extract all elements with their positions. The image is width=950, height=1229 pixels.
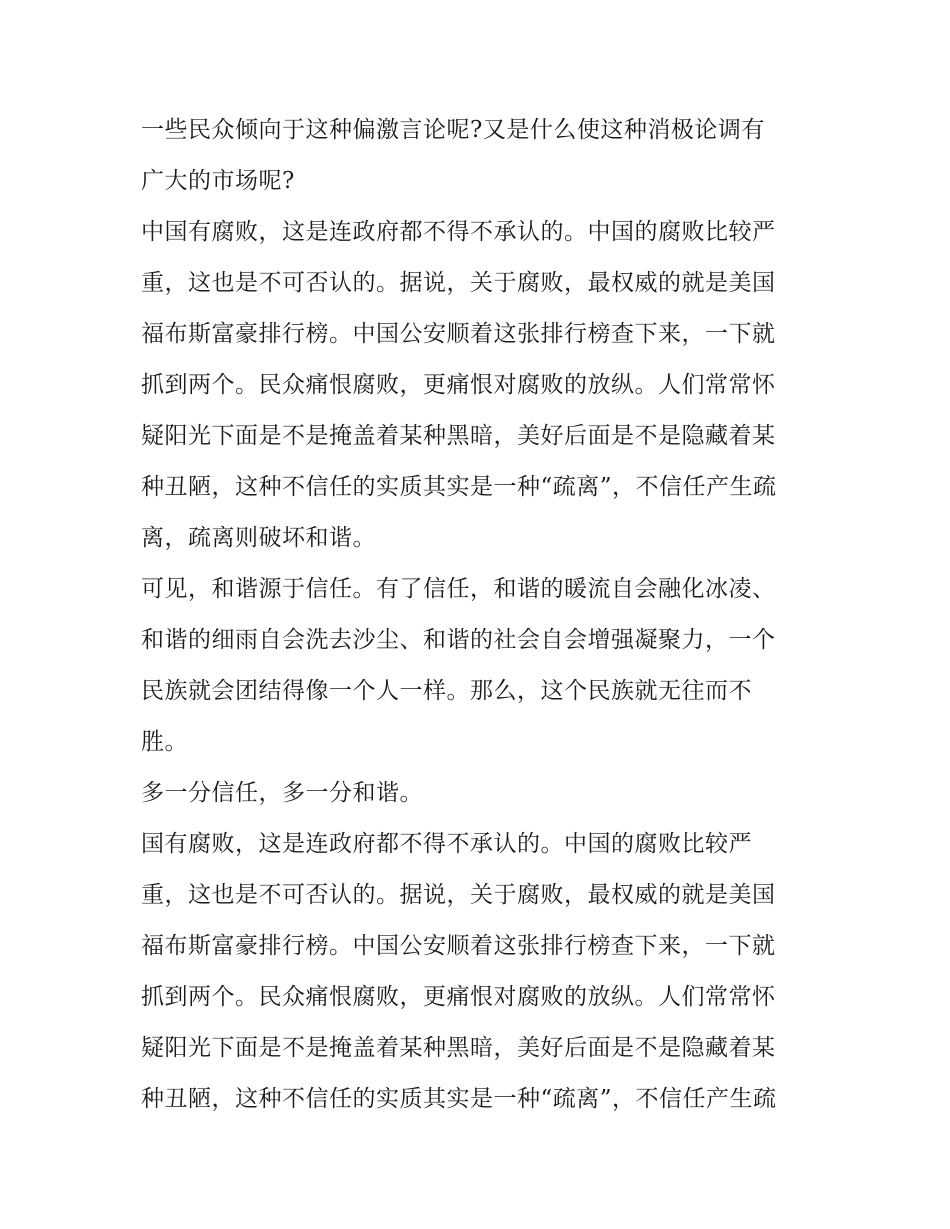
text-line: 种丑陋，这种不信任的实质其实是一种“疏离”，不信任产生疏 bbox=[141, 1086, 777, 1112]
text-line: 抓到两个。民众痛恨腐败，更痛恨对腐败的放纵。人们常常怀 bbox=[141, 372, 776, 398]
text-line: 多一分信任，多一分和谐。 bbox=[141, 780, 423, 806]
text-line: 胜。 bbox=[141, 729, 188, 755]
text-line: 可见，和谐源于信任。有了信任，和谐的暖流自会融化冰凌、 bbox=[141, 576, 776, 602]
text-line: 国有腐败，这是连政府都不得不承认的。中国的腐败比较严 bbox=[141, 831, 752, 857]
text-line: 疑阳光下面是不是掩盖着某种黑暗，美好后面是不是隐藏着某 bbox=[141, 423, 776, 449]
text-line: 离，疏离则破坏和谐。 bbox=[141, 525, 376, 551]
text-line: 中国有腐败，这是连政府都不得不承认的。中国的腐败比较严 bbox=[141, 219, 776, 245]
text-line: 一些民众倾向于这种偏激言论呢?又是什么使这种消极论调有 bbox=[141, 117, 765, 143]
text-line: 广大的市场呢? bbox=[141, 168, 295, 194]
text-line: 种丑陋，这种不信任的实质其实是一种“疏离”，不信任产生疏 bbox=[141, 474, 777, 500]
text-line: 民族就会团结得像一个人一样。那么，这个民族就无往而不 bbox=[141, 678, 752, 704]
text-line: 福布斯富豪排行榜。中国公安顺着这张排行榜查下来，一下就 bbox=[141, 933, 776, 959]
text-line: 重，这也是不可否认的。据说，关于腐败，最权威的就是美国 bbox=[141, 882, 776, 908]
text-line: 重，这也是不可否认的。据说，关于腐败，最权威的就是美国 bbox=[141, 270, 776, 296]
text-line: 福布斯富豪排行榜。中国公安顺着这张排行榜查下来，一下就 bbox=[141, 321, 776, 347]
text-line: 疑阳光下面是不是掩盖着某种黑暗，美好后面是不是隐藏着某 bbox=[141, 1035, 776, 1061]
body-text bbox=[141, 105, 821, 1125]
text-line: 和谐的细雨自会洗去沙尘、和谐的社会自会增强凝聚力，一个 bbox=[141, 627, 776, 653]
text-line: 抓到两个。民众痛恨腐败，更痛恨对腐败的放纵。人们常常怀 bbox=[141, 984, 776, 1010]
